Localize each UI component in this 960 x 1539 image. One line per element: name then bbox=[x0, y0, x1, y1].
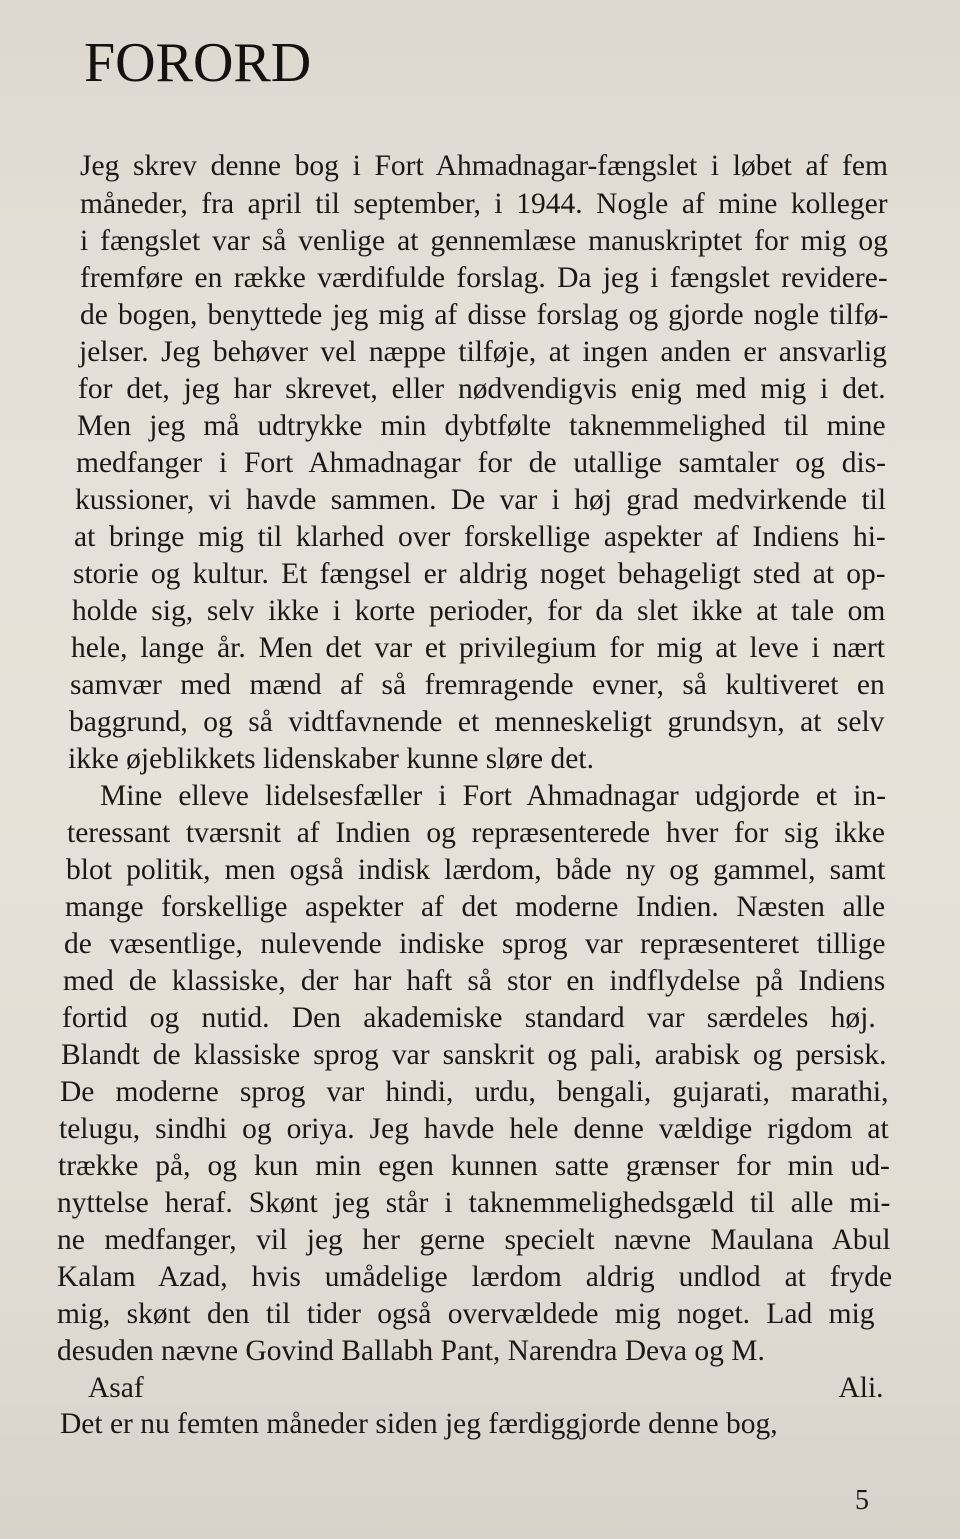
text-line: Mine elleve lidelsesfæller i Fort Ahmadnagar udgjorde et in- bbox=[100, 780, 887, 812]
text-line: mange forskellige aspekter af det moderne Indien. Næsten alle bbox=[65, 891, 886, 923]
text-line: teressant tværsnit af Indien og repræsenterede hver for sig ikke bbox=[67, 817, 886, 849]
text-line: ne medfanger, vil jeg her gerne specielt nævne Maulana Abul bbox=[57, 1224, 891, 1256]
text-line: Blandt de klassiske sprog var sanskrit og pali, arabisk og persisk. bbox=[61, 1039, 887, 1071]
text-line: jelser. Jeg behøver vel næppe tilføje, at ingen anden er ansvarlig bbox=[79, 336, 887, 368]
text-line: fremføre en række værdifulde forslag. Da jeg i fængslet reviderе- bbox=[80, 262, 888, 294]
text-line: medfanger i Fort Ahmadnagar for de utallige samtaler og dis- bbox=[76, 447, 886, 479]
page-number: 5 bbox=[855, 1485, 869, 1516]
text-line: i fængslet var så venlige at gennemlæse manuskriptet for mig og bbox=[80, 225, 888, 257]
text-line: nyttelse heraf. Skønt jeg står i taknemmelighedsgæld til alle mi- bbox=[57, 1187, 891, 1219]
page-title: FORORD bbox=[84, 32, 312, 94]
text-line: trække på, og kun min egen kunnen satte grænser for min ud- bbox=[58, 1150, 890, 1182]
text-line: desuden nævne Govind Ballabh Pant, Narendra Deva og M. bbox=[57, 1335, 765, 1367]
text-line: Men jeg må udtrykke min dybtfølte taknemmelighed til mine bbox=[77, 410, 886, 442]
text-line: måneder, fra april til september, i 1944. Nogle af mine kolleger bbox=[80, 188, 888, 220]
text-line: fortid og nutid. Den akademiske standard var særdeles høj. bbox=[62, 1002, 876, 1034]
text-line: storie og kultur. Et fængsel er aldrig noget behageligt sted at op- bbox=[73, 558, 886, 590]
text-line: holde sig, selv ikke i korte perioder, for da slet ikke at tale om bbox=[72, 595, 886, 627]
text-line: baggrund, og så vidtfavnende et menneskeligt grundsyn, at selv bbox=[69, 706, 885, 738]
text-line: Asaf Ali. bbox=[88, 1372, 884, 1404]
text-line: kussioner, vi havde sammen. De var i høj grad medvirkende til bbox=[75, 484, 887, 516]
text-line: med de klassiske, der har haft så stor en indflydelse på Indiens bbox=[63, 965, 886, 997]
text-line: for det, jeg har skrevet, eller nødvendigvis enig med mig i det. bbox=[78, 373, 886, 405]
text-line: De moderne sprog var hindi, urdu, bengali, gujarati, marathi, bbox=[60, 1076, 889, 1108]
text-line: de bogen, benyttede jeg mig af disse forslag og gjorde nogle tilfø- bbox=[80, 299, 889, 331]
text-line: Kalam Azad, hvis umådelige lærdom aldrig undlod at fryde bbox=[57, 1261, 893, 1293]
text-line: telugu, sindhi og oriya. Jeg havde hele denne vældige rigdom at bbox=[59, 1113, 889, 1145]
text-line: at bringe mig til klarhed over forskellige aspekter af Indiens hi- bbox=[74, 521, 886, 553]
text-line: mig, skønt den til tider også overvældede mig noget. Lad mig bbox=[57, 1298, 875, 1330]
text-line: Jeg skrev denne bog i Fort Ahmadnagar-fængslet i løbet af fem bbox=[80, 150, 888, 182]
text-line: blot politik, men også indisk lærdom, både ny og gammel, samt bbox=[66, 854, 886, 886]
text-line: samvær med mænd af så fremragende evner, så kultiveret en bbox=[70, 669, 885, 701]
text-line: ikke øjeblikkets lidenskaber kunne sløre det. bbox=[68, 743, 594, 775]
text-line: de væsentlige, nulevende indiske sprog var repræsenteret tillige bbox=[64, 928, 886, 960]
text-line: Det er nu femten måneder siden jeg færdiggjorde denne bog, bbox=[60, 1408, 778, 1440]
text-line: hele, lange år. Men det var et privilegium for mig at leve i nært bbox=[71, 632, 886, 664]
